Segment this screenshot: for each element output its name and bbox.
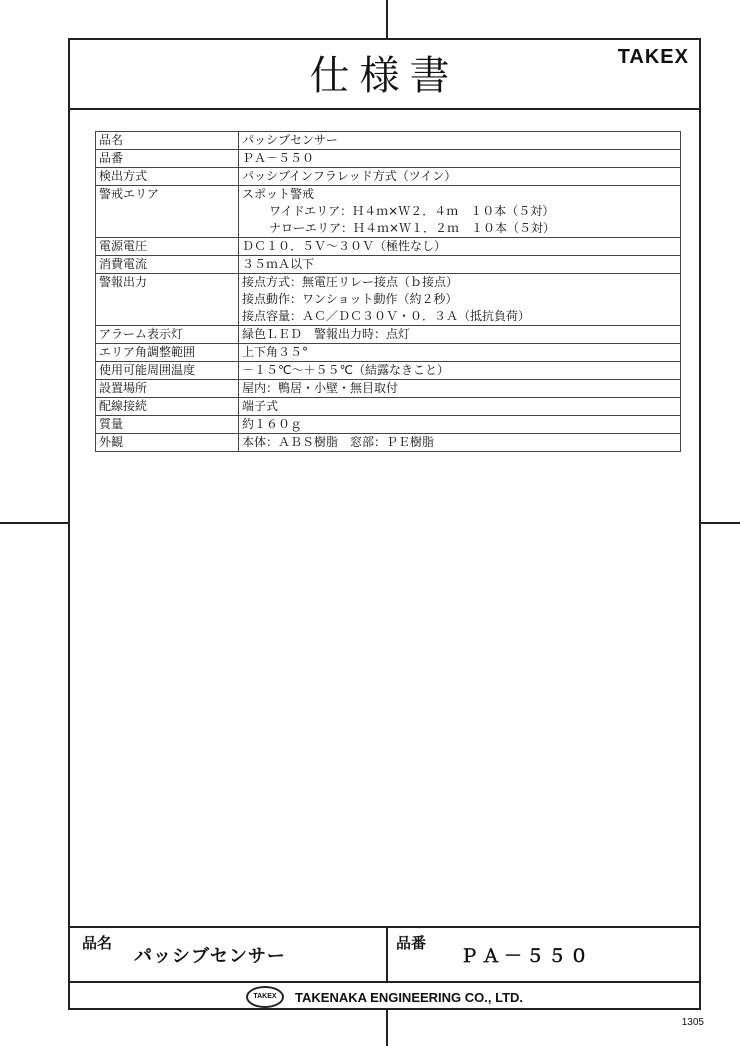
spec-label: 警報出力 [96, 274, 239, 326]
page-code: 1305 [681, 1017, 704, 1028]
company-name: TAKENAKA ENGINEERING CO., LTD. [295, 989, 524, 1005]
footer-name-label: 品名 [82, 934, 113, 952]
spec-row [96, 150, 681, 168]
spec-row [96, 326, 681, 344]
spec-label: 設置場所 [96, 380, 239, 398]
spec-label: 電源電圧 [96, 238, 239, 256]
spec-value-line: 上下角３５° [242, 345, 309, 359]
spec-row [96, 238, 681, 256]
spec-value-line: ワイドエリア：Ｈ４ｍ×Ｗ２．４ｍ １０本（５対） [269, 204, 555, 218]
spec-label: 質量 [96, 416, 239, 434]
spec-value [239, 256, 681, 274]
spec-value [239, 238, 681, 256]
spec-value-line: －１５℃～＋５５℃（結露なきこと） [242, 363, 449, 377]
spec-label: 消費電流 [96, 256, 239, 274]
spec-value [239, 398, 681, 416]
spec-row [96, 380, 681, 398]
spec-row [96, 434, 681, 452]
spec-value-line: パッシブセンサー [242, 133, 338, 147]
spec-label: 品名 [96, 132, 239, 150]
footer-number-value: ＰＡ－５５０ [460, 946, 592, 967]
brand-logo: TAKEX [617, 46, 689, 68]
spec-value-line: 緑色ＬＥＤ 警報出力時：点灯 [242, 327, 411, 341]
spec-value-line: 接点方式：無電圧リレー接点（ｂ接点） [242, 275, 459, 289]
sheet-footer [70, 926, 699, 1012]
spec-value-line: 屋内：鴨居・小壁・無目取付 [242, 381, 399, 395]
crop-mark-bottom [386, 1010, 388, 1046]
footer-divider [386, 928, 388, 981]
spec-table [95, 131, 681, 452]
spec-value-line: 本体：ＡＢＳ樹脂 窓部：ＰＥ樹脂 [242, 435, 435, 449]
document-title: 仕様書 [309, 53, 460, 99]
spec-value-line: パッシブインフラレッド方式（ツイン） [242, 169, 457, 183]
spec-row [96, 344, 681, 362]
spec-value-line: ＤＣ１０．５Ｖ～３０Ｖ（極性なし） [242, 239, 447, 253]
spec-value [239, 326, 681, 344]
spec-label: 使用可能周囲温度 [96, 362, 239, 380]
spec-value [239, 344, 681, 362]
spec-sheet [68, 38, 701, 1010]
spec-value-line: 端子式 [242, 399, 279, 413]
spec-value [239, 434, 681, 452]
footer-name-value: パッシブセンサー [134, 946, 286, 967]
spec-value-line: ３５ｍＡ以下 [242, 257, 315, 271]
spec-label: 配線接続 [96, 398, 239, 416]
spec-value [239, 186, 681, 238]
spec-label: アラーム表示灯 [96, 326, 239, 344]
spec-value-line: 接点容量：ＡＣ／ＤＣ３０Ｖ・０．３Ａ（抵抗負荷） [242, 309, 531, 323]
crop-mark-right [701, 522, 740, 524]
spec-row [96, 416, 681, 434]
spec-value-line: ＰＡ－５５０ [242, 151, 315, 165]
crop-mark-top [386, 0, 388, 38]
company-logo: TAKEX [246, 986, 284, 1008]
spec-label: 検出方式 [96, 168, 239, 186]
spec-value [239, 168, 681, 186]
spec-value [239, 274, 681, 326]
spec-label: 警戒エリア [96, 186, 239, 238]
footer-number-label: 品番 [396, 934, 427, 952]
company-bar [70, 983, 699, 1012]
spec-value [239, 132, 681, 150]
spec-label: 品番 [96, 150, 239, 168]
spec-value [239, 416, 681, 434]
sheet-header [70, 40, 699, 110]
spec-value-line: ナローエリア：Ｈ４ｍ×Ｗ１．２ｍ １０本（５対） [269, 221, 556, 235]
spec-value-line: 接点動作：ワンショット動作（約２秒） [242, 292, 458, 306]
spec-value-line: スポット警戒 [242, 187, 315, 201]
spec-row [96, 274, 681, 326]
spec-row [96, 168, 681, 186]
spec-value [239, 362, 681, 380]
footer-product-row [70, 928, 699, 983]
spec-value [239, 380, 681, 398]
spec-row [96, 256, 681, 274]
spec-row [96, 186, 681, 238]
spec-value-line: 約１６０ｇ [242, 417, 303, 431]
spec-row [96, 362, 681, 380]
spec-label: エリア角調整範囲 [96, 344, 239, 362]
spec-row [96, 398, 681, 416]
spec-label: 外観 [96, 434, 239, 452]
spec-value [239, 150, 681, 168]
spec-row [96, 132, 681, 150]
crop-mark-left [0, 522, 68, 524]
